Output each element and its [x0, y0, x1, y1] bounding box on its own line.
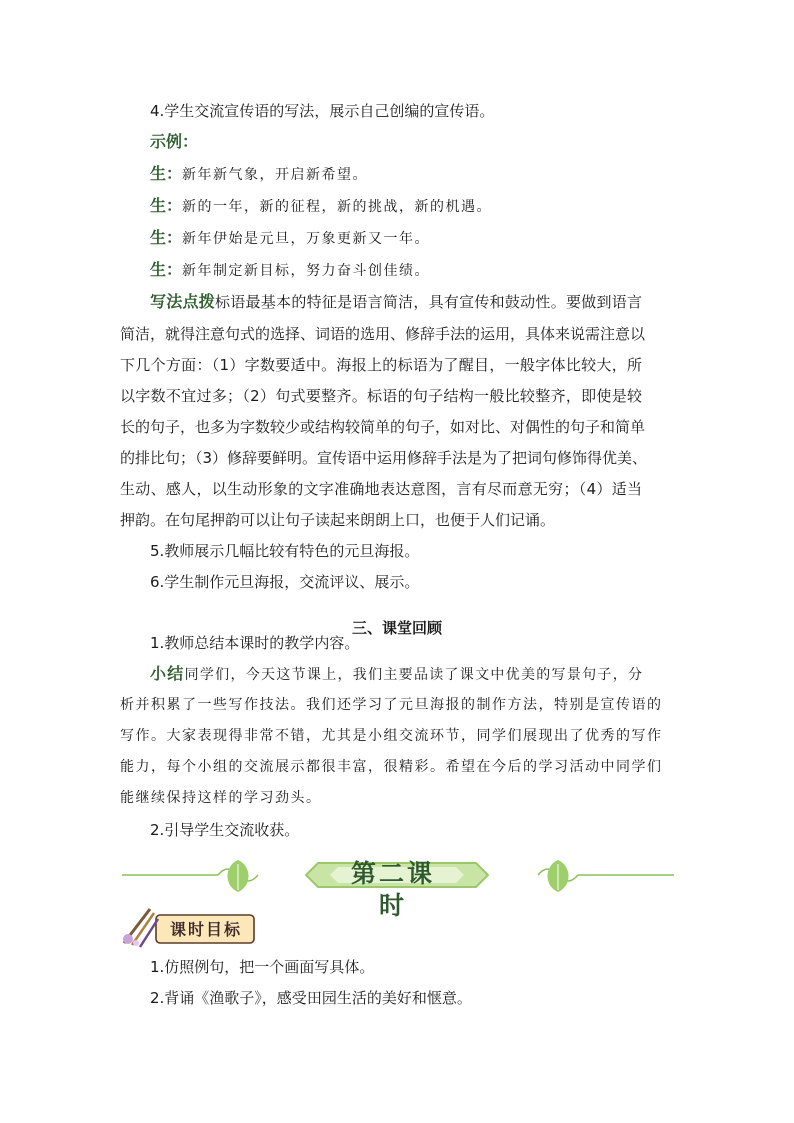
review-step-1: 1.教师总结本课时的教学内容。 [150, 634, 360, 652]
step-6: 6.学生制作元旦海报，交流评议、展示。 [150, 573, 420, 591]
step-4: 4.学生交流宣传语的写法，展示自己创编的宣传语。 [150, 102, 495, 120]
tips-label: 写法点拨 [150, 292, 216, 311]
tips-line: 长的句子，也多为字数较少或结构较简单的句子，如对比、对偶性的句子和简单 [120, 418, 646, 436]
section-heading: 三、课堂回顾 [351, 619, 442, 637]
tips-line: 的排比句；（3）修辞要鲜明。宣传语中运用修辞手法是为了把词句修饰得优美、 [120, 449, 648, 467]
student-text: 新年制定新目标，努力奋斗创佳绩。 [182, 263, 431, 279]
summary-line: 析并积累了一些写作技法。我们还学习了元旦海报的制作方法，特别是宣传语的 [120, 697, 663, 713]
review-step-2: 2.引导学生交流收获。 [150, 821, 300, 839]
student-line-2 [150, 196, 492, 217]
tips-line: 简洁，就得注意句式的选择、词语的选用、修辞手法的运用，具体来说需注意以 [120, 325, 646, 343]
student-text: 新年伊始是元旦，万象更新又一年。 [182, 231, 431, 247]
goal-item-2: 2.背诵《渔歌子》，感受田园生活的美好和惬意。 [150, 989, 472, 1007]
student-text: 新年新气象，开启新希望。 [182, 167, 369, 183]
summary-line: 小结同学们，今天这节课上，我们主要品读了课文中优美的写景句子，分 [150, 664, 642, 683]
summary-label: 小结 [150, 664, 185, 683]
goal-item-1: 1.仿照例句，把一个画面写具体。 [150, 958, 375, 976]
flower-icon [123, 934, 133, 944]
summary-line: 写作。大家表现得非常不错，尤其是小组交流环节，同学们展现出了优秀的写作 [120, 728, 663, 744]
student-line-1 [150, 164, 368, 185]
student-text: 新的一年，新的征程，新的挑战，新的机遇。 [182, 199, 493, 215]
student-label: 生： [150, 228, 183, 247]
tips-line: 写法点拨标语最基本的特征是语言简洁，具有宣传和鼓动性。要做到语言 [150, 292, 642, 311]
step-5: 5.教师展示几幅比较有特色的元旦海报。 [150, 542, 420, 560]
example-label: 示例： [150, 132, 199, 151]
student-label: 生： [150, 164, 183, 183]
tips-line: 生动、感人，以生动形象的文字准确地表达意图，言有尽而意无穷；（4）适当 [120, 480, 642, 498]
lesson-title: 第二课时 [350, 859, 435, 920]
tips-line: 以字数不宜过多；（2）句式要整齐。标语的句子结构一般比较整齐，即使是较 [120, 387, 642, 405]
tips-line: 押韵。在句尾押韵可以让句子读起来朗朗上口，也便于人们记诵。 [120, 511, 556, 529]
tips-line: 下几个方面：（1）字数要适中。海报上的标语为了醒目，一般字体比较大，所 [120, 356, 642, 374]
summary-line: 能力，每个小组的交流展示都很丰富，很精彩。希望在今后的学习活动中同学们 [120, 759, 663, 775]
student-label: 生： [150, 260, 183, 279]
goal-tag-label: 课时目标 [169, 920, 242, 939]
summary-line: 能继续保持这样的学习劲头。 [120, 790, 322, 806]
student-line-3 [150, 228, 430, 249]
student-line-4 [150, 260, 430, 281]
student-label: 生： [150, 196, 183, 215]
